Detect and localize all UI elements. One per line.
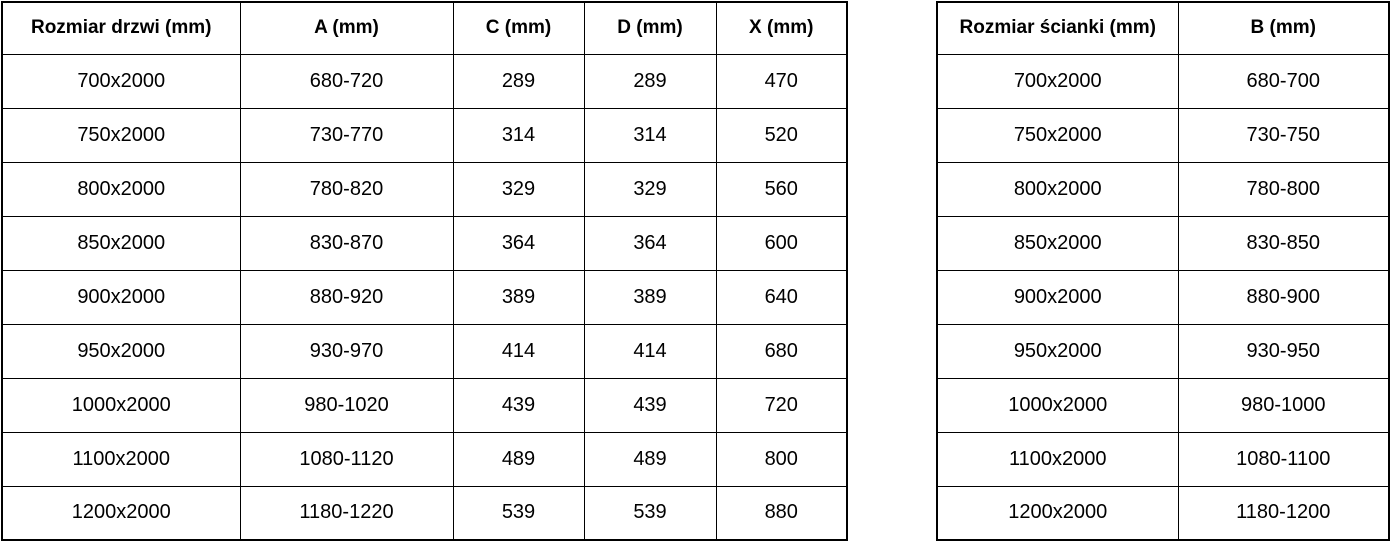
table-cell: 880 <box>716 486 847 540</box>
table-cell: 329 <box>453 162 584 216</box>
table-cell: 364 <box>584 216 716 270</box>
table-row <box>937 486 1389 540</box>
table-row <box>2 108 847 162</box>
header-rozmiar-drzwi: Rozmiar drzwi (mm) <box>2 2 240 54</box>
table-cell: 329 <box>584 162 716 216</box>
table-cell: 560 <box>716 162 847 216</box>
header-b-mm: B (mm) <box>1178 2 1389 54</box>
table-cell: 539 <box>453 486 584 540</box>
table-cell: 1100x2000 <box>2 432 240 486</box>
table-cell: 700x2000 <box>937 54 1178 108</box>
table-cell: 950x2000 <box>937 324 1178 378</box>
table-cell: 389 <box>453 270 584 324</box>
table-cell: 730-750 <box>1178 108 1389 162</box>
table-cell: 800x2000 <box>937 162 1178 216</box>
table-row <box>937 162 1389 216</box>
header-c-mm: C (mm) <box>453 2 584 54</box>
table-cell: 414 <box>584 324 716 378</box>
table-cell: 1080-1120 <box>240 432 453 486</box>
header-rozmiar-scianki: Rozmiar ścianki (mm) <box>937 2 1178 54</box>
table-cell: 680-720 <box>240 54 453 108</box>
table-row <box>2 216 847 270</box>
table-cell: 439 <box>584 378 716 432</box>
table-row <box>937 432 1389 486</box>
table-cell: 930-950 <box>1178 324 1389 378</box>
table-cell: 830-870 <box>240 216 453 270</box>
table-cell: 980-1000 <box>1178 378 1389 432</box>
table-row <box>937 216 1389 270</box>
table-row <box>937 54 1389 108</box>
table-row <box>2 378 847 432</box>
table-cell: 800x2000 <box>2 162 240 216</box>
table-cell: 1180-1220 <box>240 486 453 540</box>
table-row <box>2 324 847 378</box>
table-cell: 950x2000 <box>2 324 240 378</box>
table-cell: 1000x2000 <box>937 378 1178 432</box>
table-cell: 640 <box>716 270 847 324</box>
table-cell: 289 <box>584 54 716 108</box>
table-row <box>937 108 1389 162</box>
table-row <box>937 324 1389 378</box>
table-row <box>937 378 1389 432</box>
table-cell: 780-820 <box>240 162 453 216</box>
table-cell: 780-800 <box>1178 162 1389 216</box>
table-cell: 389 <box>584 270 716 324</box>
table-cell: 470 <box>716 54 847 108</box>
table-cell: 539 <box>584 486 716 540</box>
table-cell: 1000x2000 <box>2 378 240 432</box>
table-cell: 439 <box>453 378 584 432</box>
table-cell: 489 <box>453 432 584 486</box>
table-cell: 680 <box>716 324 847 378</box>
table-cell: 314 <box>584 108 716 162</box>
table-row <box>2 54 847 108</box>
door-size-table <box>1 1 848 541</box>
table-cell: 364 <box>453 216 584 270</box>
table-cell: 289 <box>453 54 584 108</box>
table-cell: 800 <box>716 432 847 486</box>
table-cell: 750x2000 <box>2 108 240 162</box>
table-row <box>2 432 847 486</box>
table-cell: 1200x2000 <box>2 486 240 540</box>
table-cell: 830-850 <box>1178 216 1389 270</box>
door-table-header-row <box>2 2 847 54</box>
table-row <box>2 486 847 540</box>
table-row <box>937 270 1389 324</box>
table-cell: 1180-1200 <box>1178 486 1389 540</box>
table-cell: 489 <box>584 432 716 486</box>
table-cell: 314 <box>453 108 584 162</box>
table-cell: 980-1020 <box>240 378 453 432</box>
door-table-body <box>2 54 847 540</box>
header-a-mm: A (mm) <box>240 2 453 54</box>
table-cell: 730-770 <box>240 108 453 162</box>
table-cell: 1100x2000 <box>937 432 1178 486</box>
table-cell: 520 <box>716 108 847 162</box>
table-cell: 900x2000 <box>937 270 1178 324</box>
header-d-mm: D (mm) <box>584 2 716 54</box>
table-cell: 680-700 <box>1178 54 1389 108</box>
table-cell: 1080-1100 <box>1178 432 1389 486</box>
table-cell: 930-970 <box>240 324 453 378</box>
table-row <box>2 162 847 216</box>
wall-table-header-row <box>937 2 1389 54</box>
wall-panel-size-table <box>936 1 1390 541</box>
table-cell: 600 <box>716 216 847 270</box>
table-cell: 720 <box>716 378 847 432</box>
table-cell: 900x2000 <box>2 270 240 324</box>
table-cell: 850x2000 <box>937 216 1178 270</box>
table-row <box>2 270 847 324</box>
table-cell: 1200x2000 <box>937 486 1178 540</box>
table-cell: 880-900 <box>1178 270 1389 324</box>
table-cell: 700x2000 <box>2 54 240 108</box>
header-x-mm: X (mm) <box>716 2 847 54</box>
table-cell: 880-920 <box>240 270 453 324</box>
table-cell: 850x2000 <box>2 216 240 270</box>
wall-table-body <box>937 54 1389 540</box>
table-cell: 750x2000 <box>937 108 1178 162</box>
table-cell: 414 <box>453 324 584 378</box>
